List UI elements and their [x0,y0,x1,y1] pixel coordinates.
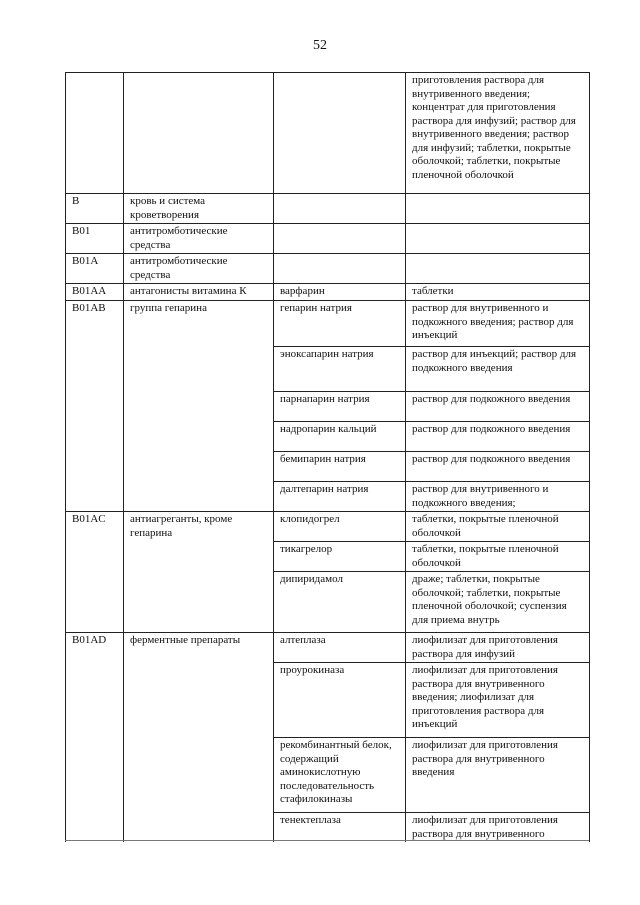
dosage-form-cell: лиофилизат для приготовления раствора для инфузий [406,633,590,663]
group-cell: кровь и система кроветворения [124,194,274,224]
drug-cell: тикагрелор [274,542,406,572]
table-row [66,512,590,542]
atc-code-cell: B01AB [66,301,124,512]
dosage-form-cell: приготовления раствора для внутривенного введения; концентрат для приготовления раствора для инфузий; раствор для внутривенного введения; раствор для инфузий; таблетки, покрытые оболочкой; таблетки, покрытые пленочной оболочкой [406,73,590,194]
atc-code-cell: B01AC [66,512,124,633]
group-cell [124,73,274,194]
atc-code-cell: B01AA [66,284,124,301]
table-row [66,254,590,284]
dosage-form-cell: лиофилизат для приготовления раствора для внутривенного введения [406,738,590,813]
drug-cell: проурокиназа [274,663,406,738]
atc-code-cell: B [66,194,124,224]
drug-cell: гепарин натрия [274,301,406,347]
drug-cell [274,73,406,194]
dosage-form-cell [406,194,590,224]
drug-cell [274,194,406,224]
drug-table [65,72,590,842]
drug-cell: бемипарин натрия [274,452,406,482]
drug-cell: далтепарин натрия [274,482,406,512]
drug-cell: эноксапарин натрия [274,347,406,392]
dosage-form-cell: раствор для подкожного введения [406,392,590,422]
atc-code-cell [66,73,124,194]
table-row [66,194,590,224]
drug-cell [274,254,406,284]
atc-code-cell: B01AD [66,633,124,843]
drug-cell [274,224,406,254]
dosage-form-cell: раствор для подкожного введения [406,452,590,482]
group-cell: ферментные препараты [124,633,274,843]
table-row [66,633,590,663]
drug-cell: дипиридамол [274,572,406,633]
drug-cell: алтеплаза [274,633,406,663]
dosage-form-cell: драже; таблетки, покрытые оболочкой; таблетки, покрытые пленочной оболочкой; суспензия для приема внутрь [406,572,590,633]
dosage-form-cell: лиофилизат для приготовления раствора для внутривенного [406,813,590,843]
table-row [66,73,590,194]
table-row [66,301,590,347]
page-cut-line [65,840,589,841]
drug-cell: варфарин [274,284,406,301]
dosage-form-cell: раствор для подкожного введения [406,422,590,452]
drug-cell: рекомбинантный белок, содержащий аминокислотную последовательность стафилокиназы [274,738,406,813]
drug-cell: парнапарин натрия [274,392,406,422]
group-cell: антагонисты витамина К [124,284,274,301]
dosage-form-cell [406,254,590,284]
dosage-form-cell: таблетки [406,284,590,301]
drug-cell: тенектеплаза [274,813,406,843]
dosage-form-cell: лиофилизат для приготовления раствора для внутривенного введения; лиофилизат для приготовления раствора для инъекций [406,663,590,738]
table-row [66,284,590,301]
dosage-form-cell: раствор для внутривенного и подкожного введения; раствор для инъекций [406,301,590,347]
drug-cell: клопидогрел [274,512,406,542]
dosage-form-cell [406,224,590,254]
group-cell: группа гепарина [124,301,274,512]
group-cell: антитромботические средства [124,224,274,254]
dosage-form-cell: таблетки, покрытые пленочной оболочкой [406,512,590,542]
dosage-form-cell: раствор для инъекций; раствор для подкожного введения [406,347,590,392]
drug-cell: надропарин кальций [274,422,406,452]
atc-code-cell: B01 [66,224,124,254]
table-row [66,224,590,254]
dosage-form-cell: таблетки, покрытые пленочной оболочкой [406,542,590,572]
group-cell: антиагреганты, кроме гепарина [124,512,274,633]
page-number: 52 [313,38,327,53]
dosage-form-cell: раствор для внутривенного и подкожного введения; [406,482,590,512]
group-cell: антитромботические средства [124,254,274,284]
atc-code-cell: B01A [66,254,124,284]
